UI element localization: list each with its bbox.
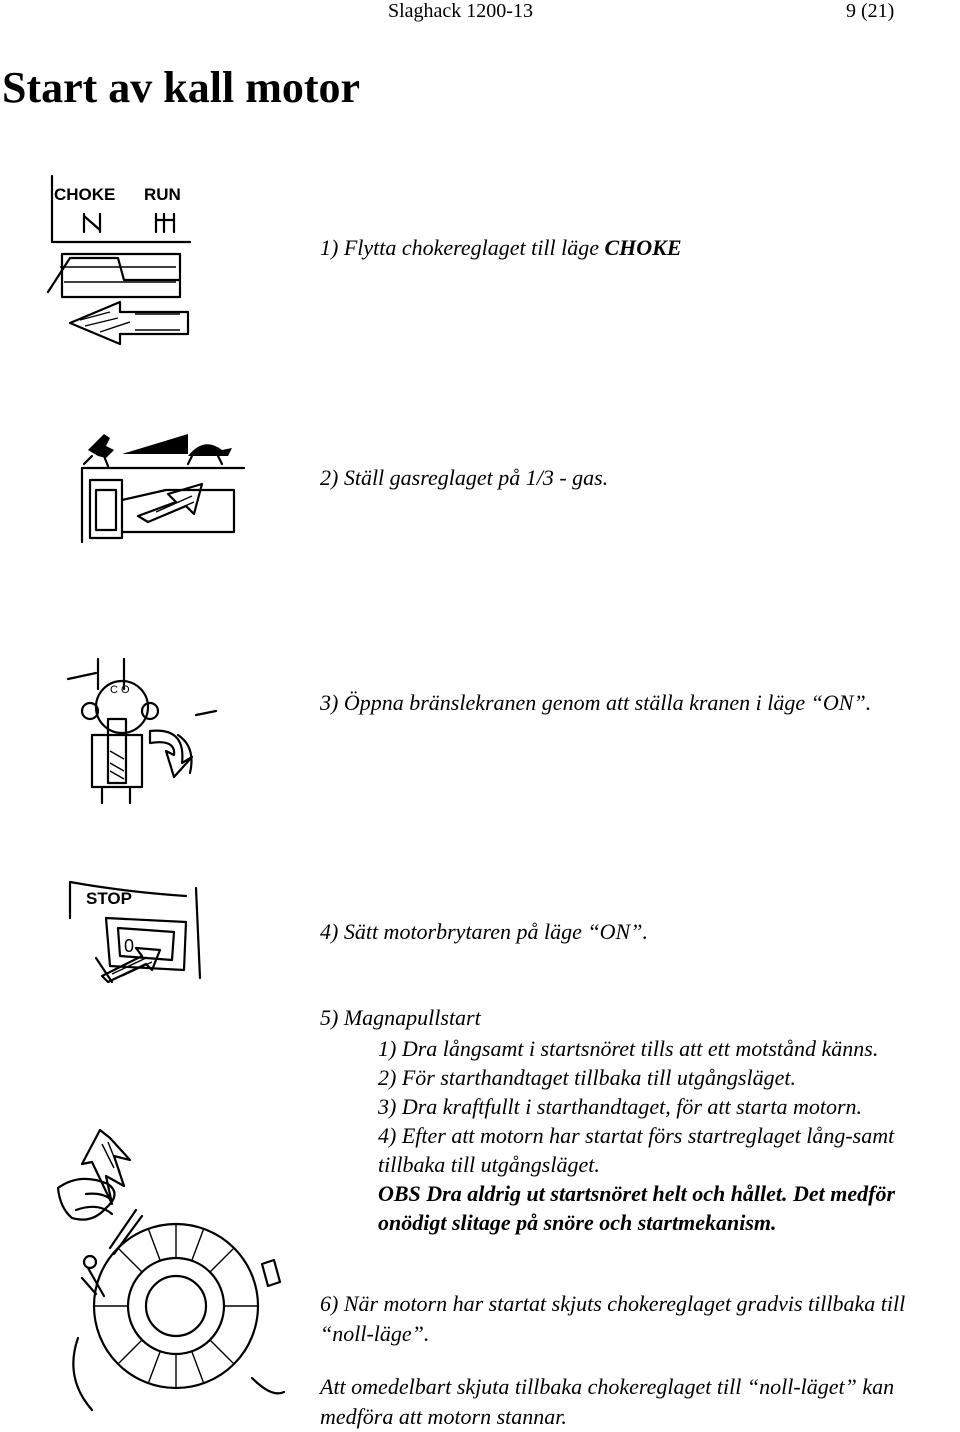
stop-label: STOP xyxy=(86,889,132,908)
page-title: Start av kall motor xyxy=(2,63,361,112)
run-label: RUN xyxy=(144,185,181,204)
step-1-choke-word: CHOKE xyxy=(604,235,682,260)
step-5-substeps xyxy=(378,1034,898,1237)
step-5-sub-2: 2) För starthandtaget tillbaka till utgångsläget. xyxy=(378,1065,796,1090)
choke-label: CHOKE xyxy=(54,185,116,204)
recoil-starter-illustration xyxy=(52,1128,288,1428)
step-1-prefix: 1) Flytta chokereglaget till läge xyxy=(320,235,605,260)
throttle-wedge-icon xyxy=(122,434,188,454)
turtle-icon xyxy=(188,444,232,456)
step-2-text: 2) Ställ gasreglaget på 1/3 - gas. xyxy=(320,465,609,490)
step-3-text: 3) Öppna bränslekranen genom att ställa kranen i läge “ON”. xyxy=(320,690,872,715)
choke-lever-illustration xyxy=(40,172,200,362)
fuel-valve-label: C O xyxy=(110,684,130,696)
step-1-text xyxy=(320,235,682,261)
final-note: Att omedelbart skjuta tillbaka chokereglaget till “noll-läget” kan medföra att motorn stannar. xyxy=(320,1374,895,1429)
fuel-valve-illustration xyxy=(66,655,226,807)
document-title: Slaghack 1200-13 xyxy=(388,0,533,22)
step-5-sub-1: 1) Dra långsamt i startsnöret tills att ett motstånd känns. xyxy=(378,1036,879,1061)
step-5-title: 5) Magnapullstart xyxy=(320,1005,481,1030)
switch-zero-mark: 0 xyxy=(124,936,135,956)
obs-warning: OBS Dra aldrig ut startsnöret helt och hållet. Det medför onödigt slitage på snöre och startmekanism. xyxy=(378,1181,896,1235)
page-number: 9 (21) xyxy=(846,0,895,22)
throttle-lever-illustration xyxy=(76,420,246,548)
stop-switch-illustration xyxy=(66,878,212,986)
step-4-text: 4) Sätt motorbrytaren på läge “ON”. xyxy=(320,919,648,944)
step-5-sub-4: 4) Efter att motorn har startat förs startreglaget lång-samt tillbaka till utgångsläget. xyxy=(378,1123,895,1177)
step-5-sub-3: 3) Dra kraftfullt i starthandtaget, för att starta motorn. xyxy=(378,1094,863,1119)
rabbit-icon xyxy=(88,434,114,458)
step-6-text: 6) När motorn har startat skjuts chokereglaget gradvis tillbaka till “noll-läge”. xyxy=(320,1291,906,1346)
